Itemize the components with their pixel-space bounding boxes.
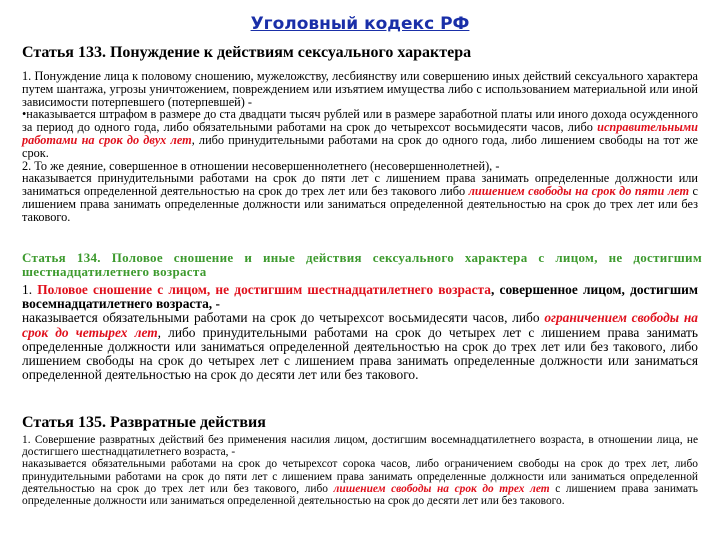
text-run: 1. [22,282,38,297]
text-run: наказывается обязательными работами на срок до четырехсот сорока часов, либо ограничением свободы на срок до трех лет, либо принудительными работами на срок до пяти лет с лишением права занимать определенные должности или заниматься определенной деятельностью на срок до трех лет или без такового, либо [22,458,698,495]
highlighted-offense: Половое сношение с лицом, не достигшим шестнадцатилетнего возраста [37,282,491,297]
article-135-heading: Статья 135. Развратные действия [22,414,266,431]
highlighted-penalty: ограничением свободы на срок до четырех лет [22,310,698,340]
article-135-part-1: 1. Совершение развратных действий без применения насилия лицом, достигшим восемнадцатилетнего возраста, в отношении лица, не достигшего шестнадцатилетнего возраста, - [22,434,698,459]
article-133-heading: Статья 133. Понуждение к действиям сексуального характера [22,44,472,61]
article-133-penalty-1 [22,108,698,159]
text-run: наказывается обязательными работами на срок до четырехсот восьмидесяти часов, либо [22,310,545,326]
text-run: с лишением права занимать определенные должности или заниматься определенной деятельностью на срок до десяти лет или без такового. [22,482,698,508]
article-133-part-1: 1. Понуждение лица к половому сношению, мужеложству, лесбиянству или совершению иных действий сексуального характера путем шантажа, угрозы уничтожением, повреждением или изъятием имущества либо с использованием материальной или иной зависимости потерпевшего (потерпевшей) - [22,69,698,109]
article-133-penalty-2 [22,172,698,223]
text-run: , совершенное лицом, достигшим восемнадцатилетнего возраста, - [22,282,698,312]
text-run: •наказывается штрафом в размере до ста двадцати тысяч рублей или в размере заработной платы или иного дохода осужденного за период до одного года, либо обязательными работами на срок до четырехсот восьмидесяти часов, либо [22,107,698,135]
article-135-penalty [22,458,698,507]
article-133-body [22,70,698,224]
article-134-body [22,283,698,382]
article-134-penalty [22,311,698,382]
highlighted-penalty: лишением свободы на срок до трех лет [333,482,550,495]
text-run: наказывается принудительными работами на срок до пяти лет с лишением права занимать определенные должности или заниматься определенной деятельностью на срок до трех лет или без такового либо [22,171,698,199]
highlighted-penalty: исправительными работами на срок до двух лет [22,120,698,147]
document-title: Уголовный кодекс РФ [250,14,470,34]
text-run: , либо принудительными работами на срок до четырех лет с лишением права занимать определенные должности или заниматься определенной деятельностью на срок до трех лет или без такового, либо лишением свободы на срок до четырех лет с лишением права занимать определенные должности или заниматься определенной деятельностью на срок до десяти лет или без такового. [22,324,698,383]
article-133-part-2: 2. То же деяние, совершенное в отношении несовершеннолетнего (несовершеннолетней), - [22,158,500,173]
article-134-heading: Статья 134. Половое сношение и иные действия сексуального характера с лицом, не достигшим шестнадцатилетнего возраста [22,250,702,279]
article-134-part-1 [22,283,698,311]
text-run: с лишением права занимать определенные должности или заниматься определенной деятельностью на срок до трех лет или без такового. [22,184,698,224]
text-run: , либо принудительными работами на срок до одного года, либо лишением свободы на тот же срок. [22,132,698,160]
highlighted-penalty: лишением свободы на срок до пяти лет [468,184,690,199]
article-135-body [22,434,698,507]
